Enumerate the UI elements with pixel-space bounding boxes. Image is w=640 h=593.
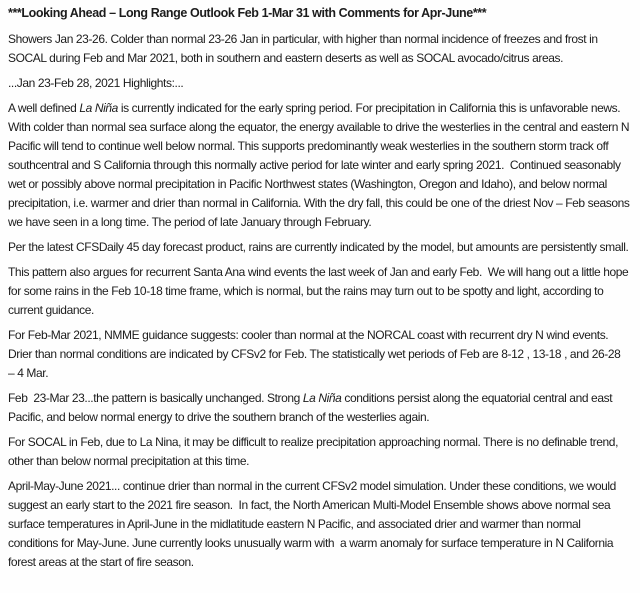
- paragraph: [8, 326, 632, 383]
- paragraph: [8, 263, 632, 320]
- text-run: Feb 23-Mar 23...the pattern is basically unchanged. Strong: [8, 391, 303, 405]
- document-body: [8, 30, 632, 572]
- text-run: is currently indicated for the early spring period. For precipitation in California this is unfavorable news. With colder than normal sea surface along the equator, the energy available to drive the westerlies in the central and eastern N Pacific will tend to continue well below normal. This supports predominantly weak westerlies in the southern storm track off southcentral and S California through this normally active period for late winter and early spring 2021. Continued seasonably wet or possibly above normal precipitation in Pacific Northwest states (Washington, Oregon and Idaho), and below normal precipitation, i.e. warmer and drier than normal in California. With the dry fall, this could be one of the driest Nov – Feb seasons we have seen in a long time. The period of late January through February.: [8, 101, 633, 229]
- paragraph: [8, 30, 632, 68]
- text-run: A well defined: [8, 101, 80, 115]
- paragraph: [8, 477, 632, 572]
- text-run: This pattern also argues for recurrent Santa Ana wind events the last week of Jan and early Feb. We will hang out a little hope for some rains in the Feb 10-18 time frame, which is normal, but the rains may turn out to be spotty and light, according to current guidance.: [8, 265, 632, 317]
- paragraph: [8, 389, 632, 427]
- italic-text-run: La Niña: [79, 101, 118, 115]
- paragraph: [8, 433, 632, 471]
- paragraph: [8, 74, 632, 93]
- document-title: ***Looking Ahead – Long Range Outlook Feb 1-Mar 31 with Comments for Apr-June***: [8, 6, 487, 20]
- text-run: For SOCAL in Feb, due to La Nina, it may be difficult to realize precipitation approaching normal. There is no definable trend, other than below normal precipitation at this time.: [8, 435, 621, 468]
- text-run: Showers Jan 23-26. Colder than normal 23-26 Jan in particular, with higher than normal incidence of freezes and frost in SOCAL during Feb and Mar 2021, both in southern and eastern deserts as well as SOCAL avocado/citrus areas.: [8, 32, 601, 65]
- text-run: April-May-June 2021... continue drier than normal in the current CFSv2 model simulation. Under these conditions, we would suggest an early start to the 2021 fire season. In fact, the North American Multi-Model Ensemble shows above normal sea surface temperatures in April-June in the midlatitude eastern N Pacific, and associated drier and warmer than normal conditions for May-June. June currently looks unusually warm with a warm anomaly for surface temperature in N California forest areas at the start of fire season.: [8, 479, 619, 569]
- text-run: conditions persist along the equatorial central and east Pacific, and below normal energy to drive the southern branch of the westerlies again.: [8, 391, 616, 424]
- text-run: For Feb-Mar 2021, NMME guidance suggests: cooler than normal at the NORCAL coast with recurrent dry N wind events. Drier than normal conditions are indicated by CFSv2 for Feb. The statistically wet periods of Feb are 8-12 , 13-18 , and 26-28 – 4 Mar.: [8, 328, 627, 380]
- italic-text-run: La Niña: [302, 391, 342, 405]
- text-run: ...Jan 23-Feb 28, 2021 Highlights:...: [8, 76, 184, 90]
- text-run: Per the latest CFSDaily 45 day forecast product, rains are currently indicated by the model, but amounts are persistently small.: [8, 240, 629, 254]
- paragraph: [8, 238, 632, 257]
- paragraph: [8, 99, 632, 232]
